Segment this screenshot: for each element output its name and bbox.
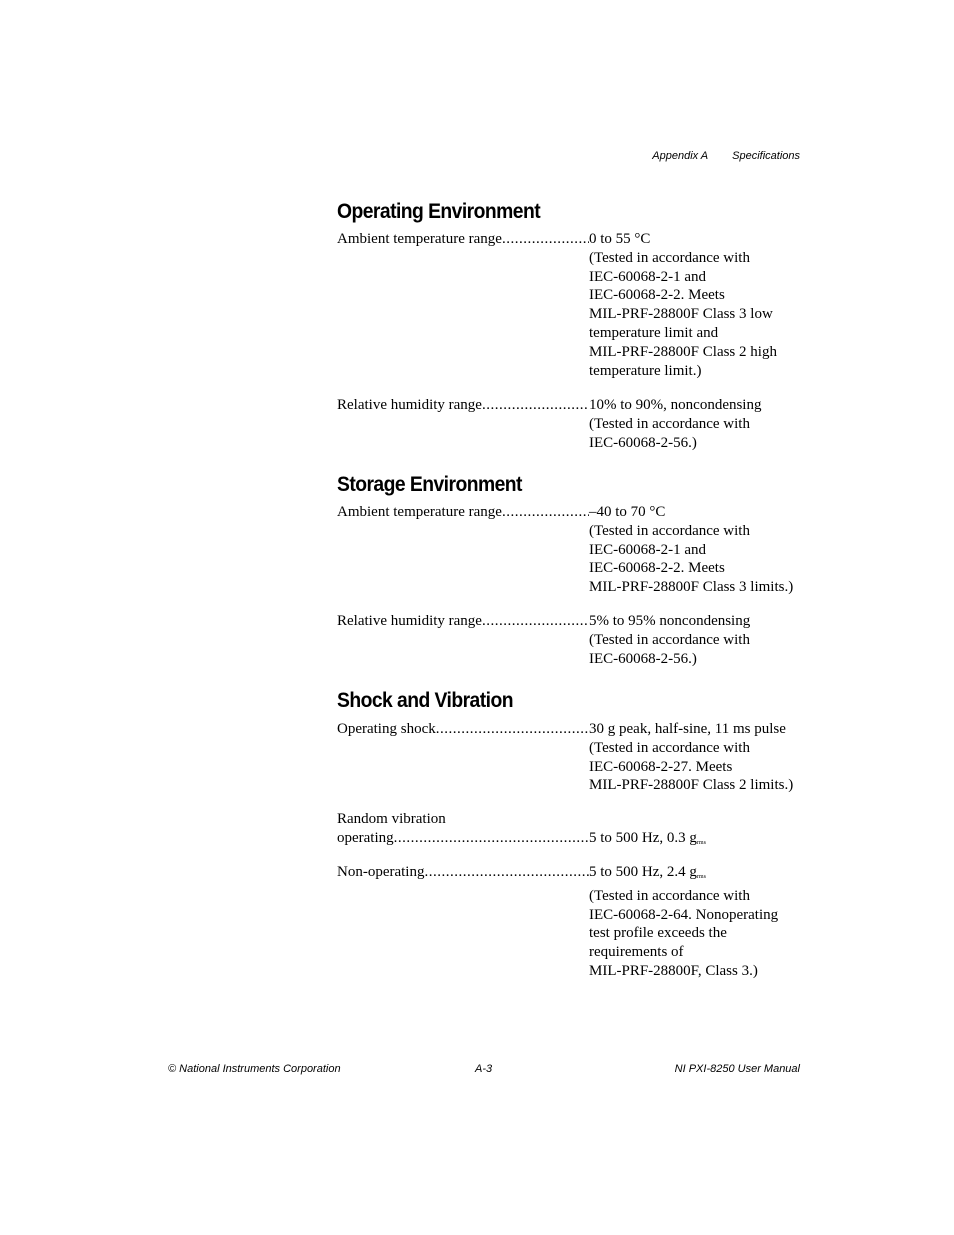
spec-label: Non-operating [337,864,425,880]
spec-label: operating [337,829,394,846]
spec-operating-ambient-temperature [337,230,807,380]
spec-storage-ambient-temperature [337,503,807,597]
spec-value: 5 to 500 Hz, 2.4 $g_{rms}$ (Tested in accordance with IEC-60068-2-64. Nonoperating test profile exceeds the requirements of MIL-PRF-28800F, Class 3.) [589,864,779,979]
spec-value: 0 to 55 °C (Tested in accordance with IEC-60068-2-1 and IEC-60068-2-2. Meets MIL-PRF-28800F Class 3 low temperature limit and MIL-PRF-28800F Class 2 high temperature limit.) [589,231,777,379]
spec-value: 30 g peak, half-sine, 11 ms pulse (Tested in accordance with IEC-60068-2-27. Meets MIL-PRF-28800F Class 2 limits.) [589,721,794,794]
spec-label: Operating shock [337,721,436,737]
spec-operating-shock [337,720,807,795]
header-chapter: Specifications [732,150,800,162]
spec-random-vibration-operating [337,810,807,853]
footer-copyright: © National Instruments Corporation [168,1063,341,1075]
spec-operating-relative-humidity [337,396,807,452]
header-appendix: Appendix A [652,150,709,162]
section-title-operating-environment: Operating Environment [337,200,541,223]
spec-label: Relative humidity range [337,397,482,413]
spec-value: 5 to 500 Hz, 0.3 $g_{rms}$ [589,829,706,846]
running-header [652,150,800,162]
section-title-storage-environment: Storage Environment [337,473,522,496]
spec-value: 10% to 90%, noncondensing (Tested in accordance with IEC-60068-2-56.) [589,397,762,451]
footer-manual-title: NI PXI-8250 User Manual [674,1063,800,1075]
spec-label: Ambient temperature range [337,504,502,520]
spec-label: Relative humidity range [337,613,482,629]
spec-label: Ambient temperature range [337,231,502,247]
spec-random-vibration-non-operating [337,863,807,981]
footer-page-number: A-3 [475,1063,493,1075]
spec-value: 5% to 95% noncondensing (Tested in accordance with IEC-60068-2-56.) [589,613,751,667]
spec-group-label: Random vibration [337,811,446,827]
spec-value: –40 to 70 °C (Tested in accordance with IEC-60068-2-1 and IEC-60068-2-2. Meets MIL-PRF-28800F Class 3 limits.) [589,504,794,596]
section-title-shock-and-vibration: Shock and Vibration [337,689,513,712]
spec-storage-relative-humidity [337,612,807,668]
